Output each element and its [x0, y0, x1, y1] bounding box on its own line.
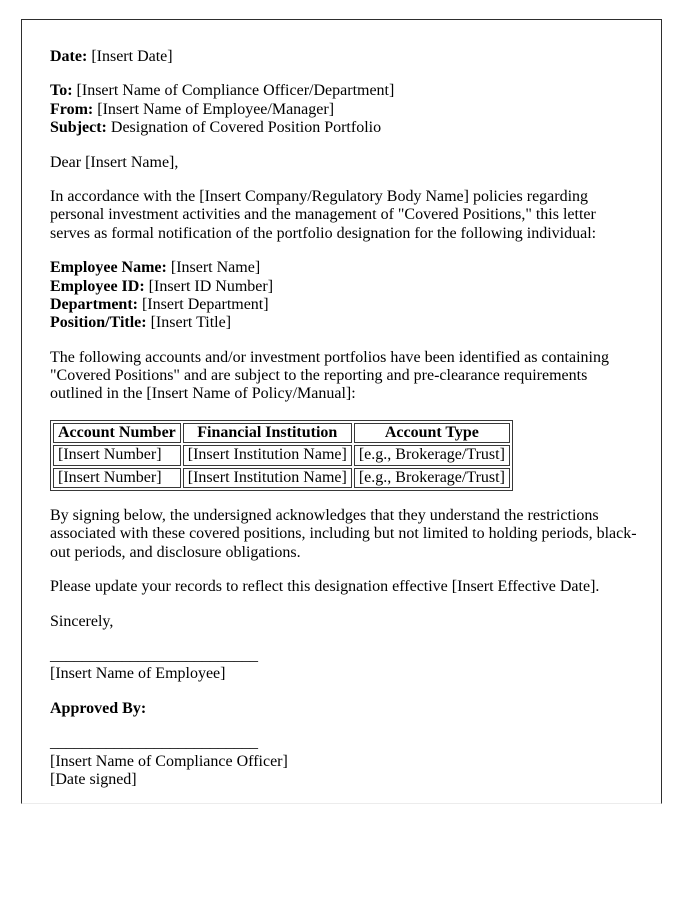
effective-date-paragraph: Please update your records to reflect this designation effective [Insert Effective Date].: [50, 578, 600, 596]
date-value: [Insert Date]: [91, 48, 173, 65]
accounts-paragraph: The following accounts and/or investment portfolios have been identified as containing "Covered Positions" and are subject to the reporting and pre-clearance requirements outlined in the [Insert Name of Policy/Manual]:: [50, 348, 609, 403]
employee-name-placeholder: [Insert Name of Employee]: [50, 665, 226, 683]
employee-name-label: Employee Name:: [50, 259, 167, 277]
employee-details-block: [50, 259, 637, 333]
employee-id-label: Employee ID:: [50, 277, 145, 295]
column-header-account-number: Account Number: [53, 423, 181, 443]
approver-name-placeholder: [Insert Name of Compliance Officer]: [50, 752, 288, 770]
column-header-financial-institution: Financial Institution: [183, 423, 352, 443]
approver-signature-block: [50, 734, 637, 789]
account-number-cell: [Insert Number]: [53, 468, 181, 488]
table-header-row: [53, 423, 510, 443]
employee-signature-line: __________________________: [50, 646, 258, 664]
date-line: [50, 48, 637, 66]
employee-id-value: [Insert ID Number]: [148, 277, 274, 295]
date-signed-placeholder: [Date signed]: [50, 770, 137, 788]
approved-by-line: [50, 700, 637, 718]
department-label: Department:: [50, 295, 138, 313]
account-type-cell: [e.g., Brokerage/Trust]: [354, 445, 510, 465]
position-title-value: [Insert Title]: [150, 314, 232, 332]
covered-accounts-table: [50, 420, 513, 491]
recipient-block: [50, 82, 637, 137]
department-value: [Insert Department]: [141, 295, 269, 313]
table-row: [53, 468, 510, 488]
financial-institution-cell: [Insert Institution Name]: [183, 468, 352, 488]
employee-signature-block: [50, 647, 637, 684]
account-type-cell: [e.g., Brokerage/Trust]: [354, 468, 510, 488]
table-row: [53, 445, 510, 465]
letter-document: [21, 19, 662, 804]
to-label: To:: [50, 82, 73, 100]
closing-salutation: Sincerely,: [50, 612, 114, 630]
financial-institution-cell: [Insert Institution Name]: [183, 445, 352, 465]
employee-name-value: [Insert Name]: [170, 259, 261, 277]
to-value: [Insert Name of Compliance Officer/Department]: [76, 82, 395, 100]
subject-label: Subject:: [50, 119, 107, 137]
from-label: From:: [50, 100, 94, 118]
account-number-cell: [Insert Number]: [53, 445, 181, 465]
position-title-label: Position/Title:: [50, 314, 147, 332]
column-header-account-type: Account Type: [354, 423, 510, 443]
subject-value: Designation of Covered Position Portfolio: [110, 119, 382, 137]
from-value: [Insert Name of Employee/Manager]: [97, 100, 335, 118]
approver-signature-line: __________________________: [50, 734, 258, 752]
intro-paragraph: In accordance with the [Insert Company/Regulatory Body Name] policies regarding personal investment activities and the management of "Covered Positions," this letter serves as formal notification of the portfolio designation for the following individual:: [50, 187, 597, 242]
date-label: Date:: [50, 48, 88, 65]
approved-by-label: Approved By:: [50, 699, 147, 717]
acknowledgment-paragraph: By signing below, the undersigned acknowledges that they understand the restrictions associated with these covered positions, including but not limited to holding periods, black-out periods, and disclosure obligations.: [50, 507, 637, 561]
salutation: Dear [Insert Name],: [50, 153, 179, 171]
